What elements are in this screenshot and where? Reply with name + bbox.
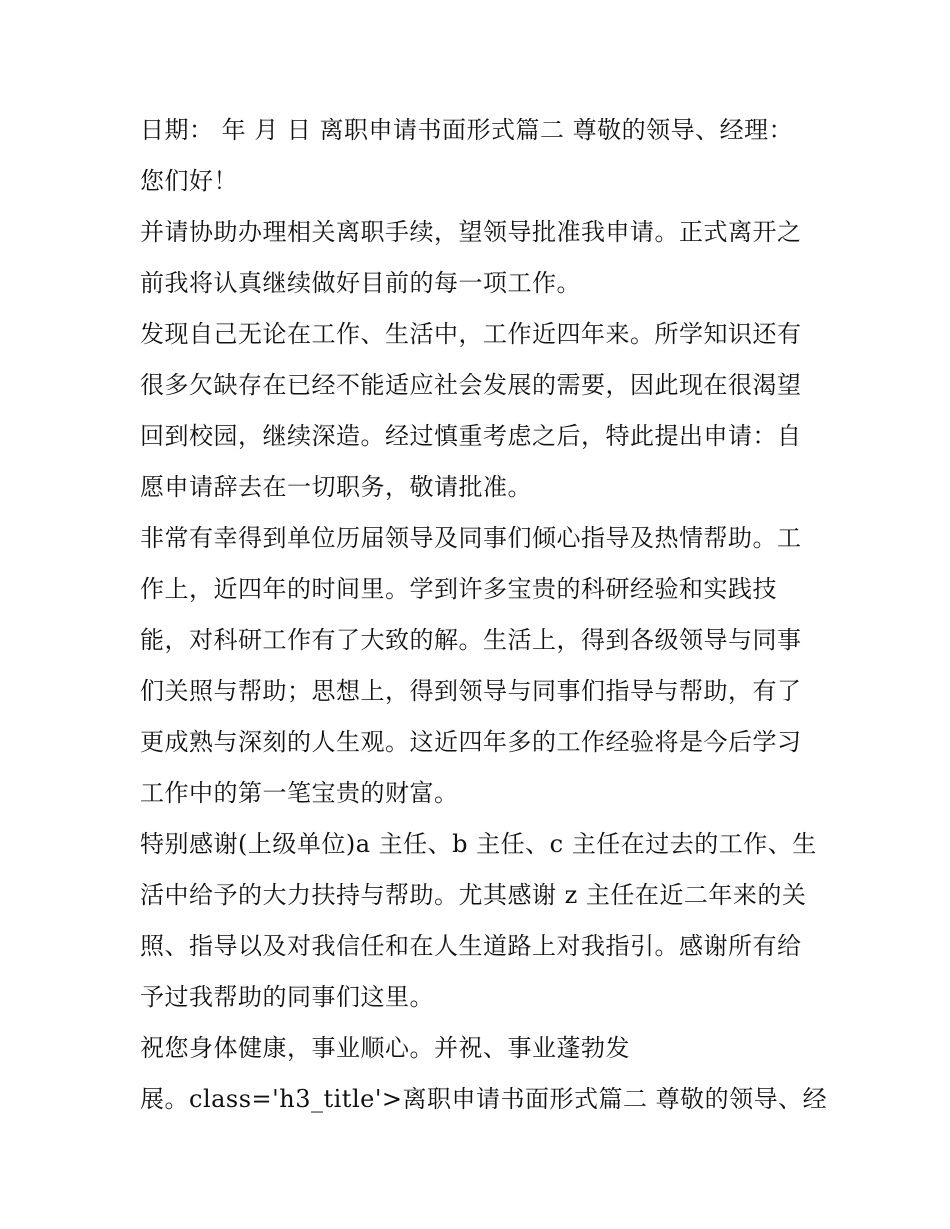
text-line: 作上，近四年的时间里。学到许多宝贵的科研经验和实践技 [140, 575, 777, 603]
text-line: 能，对科研工作有了大致的解。生活上，得到各级领导与同事 [140, 626, 802, 654]
text-line: 很多欠缺存在已经不能适应社会发展的需要，因此现在很渴望 [140, 371, 802, 399]
text-line: 您们好！ [140, 167, 238, 195]
text-line: 祝您身体健康，事业顺心。并祝、事业蓬勃发 [140, 1034, 630, 1062]
text-line: 展。class='h3_title'>离职申请书面形式篇二 尊敬的领导、经 [140, 1085, 828, 1113]
text-line: 照、指导以及对我信任和在人生道路上对我指引。感谢所有给 [140, 932, 802, 960]
text-line: 更成熟与深刻的人生观。这近四年多的工作经验将是今后学习 [140, 728, 802, 756]
text-line: 们关照与帮助；思想上，得到领导与同事们指导与帮助，有了 [140, 677, 802, 705]
text-line: 愿申请辞去在一切职务，敬请批准。 [140, 473, 532, 501]
text-line: 活中给予的大力扶持与帮助。尤其感谢 z 主任在近二年来的关 [140, 881, 807, 909]
text-line: 并请协助办理相关离职手续，望领导批准我申请。正式离开之 [140, 218, 802, 246]
text-line: 特别感谢(上级单位)a 主任、b 主任、c 主任在过去的工作、生 [140, 830, 817, 858]
text-line: 日期： 年 月 日 离职申请书面形式篇二 尊敬的领导、经理： [140, 116, 794, 144]
text-line: 非常有幸得到单位历届领导及同事们倾心指导及热情帮助。工 [140, 524, 802, 552]
text-line: 予过我帮助的同事们这里。 [140, 983, 434, 1011]
text-line: 回到校园，继续深造。经过慎重考虑之后，特此提出申请：自 [140, 422, 802, 450]
text-line: 发现自己无论在工作、生活中，工作近四年来。所学知识还有 [140, 320, 802, 348]
text-line: 前我将认真继续做好目前的每一项工作。 [140, 269, 581, 297]
text-line: 工作中的第一笔宝贵的财富。 [140, 779, 459, 807]
